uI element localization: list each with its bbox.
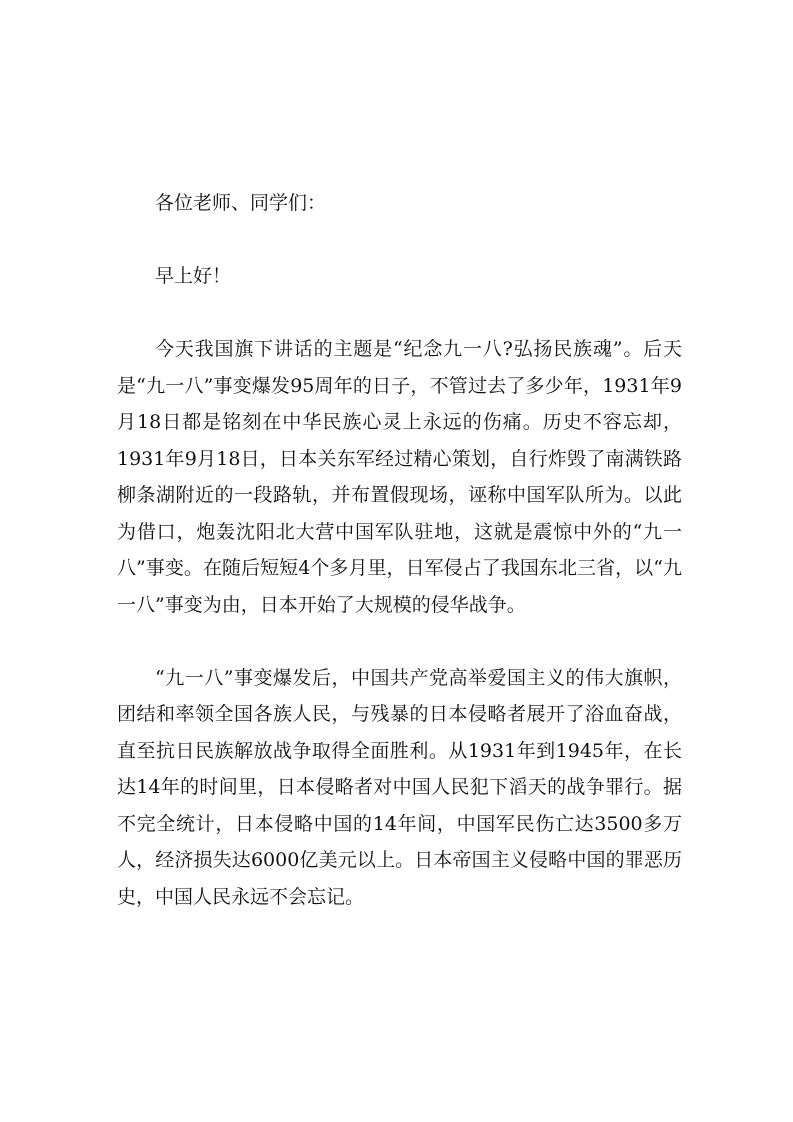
salutation-line: 早上好！ bbox=[155, 265, 232, 287]
paragraph-spacer bbox=[117, 623, 682, 660]
paragraph-1: 今天我国旗下讲话的主题是“纪念九一八?弘扬民族魂”。后天是“九一八”事变爆发95周年的日子，不管过去了多少年，1931年9月18日都是铭刻在中华民族心灵上永远的伤痛。历史不容忘却，1931年9月18日，日本关东军经过精心策划，自行炸毁了南满铁路柳条湖附近的一段路轨，并布置假现场，诬称中国军队所为。以此为借口，炮轰沈阳北大营中国军队驻地，这就是震惊中外的“九一八”事变。在随后短短4个多月里，日军侵占了我国东北三省，以“九一八”事变为由，日本开始了大规模的侵华战争。 bbox=[117, 338, 682, 616]
document-body bbox=[117, 185, 682, 915]
greeting-line: 各位老师、同学们： bbox=[155, 192, 327, 214]
paragraph-spacer bbox=[117, 222, 682, 259]
paragraph-spacer bbox=[117, 295, 682, 332]
paragraph-2: “九一八”事变爆发后，中国共产党高举爱国主义的伟大旗帜，团结和率领全国各族人民，与残暴的日本侵略者展开了浴血奋战，直至抗日民族解放战争取得全面胜利。从1931年到1945年，在长达14年的时间里，日本侵略者对中国人民犯下滔天的战争罪行。据不完全统计，日本侵略中国的14年间，中国军民伤亡达3500多万人，经济损失达6000亿美元以上。日本帝国主义侵略中国的罪恶历史，中国人民永远不会忘记。 bbox=[117, 666, 682, 908]
